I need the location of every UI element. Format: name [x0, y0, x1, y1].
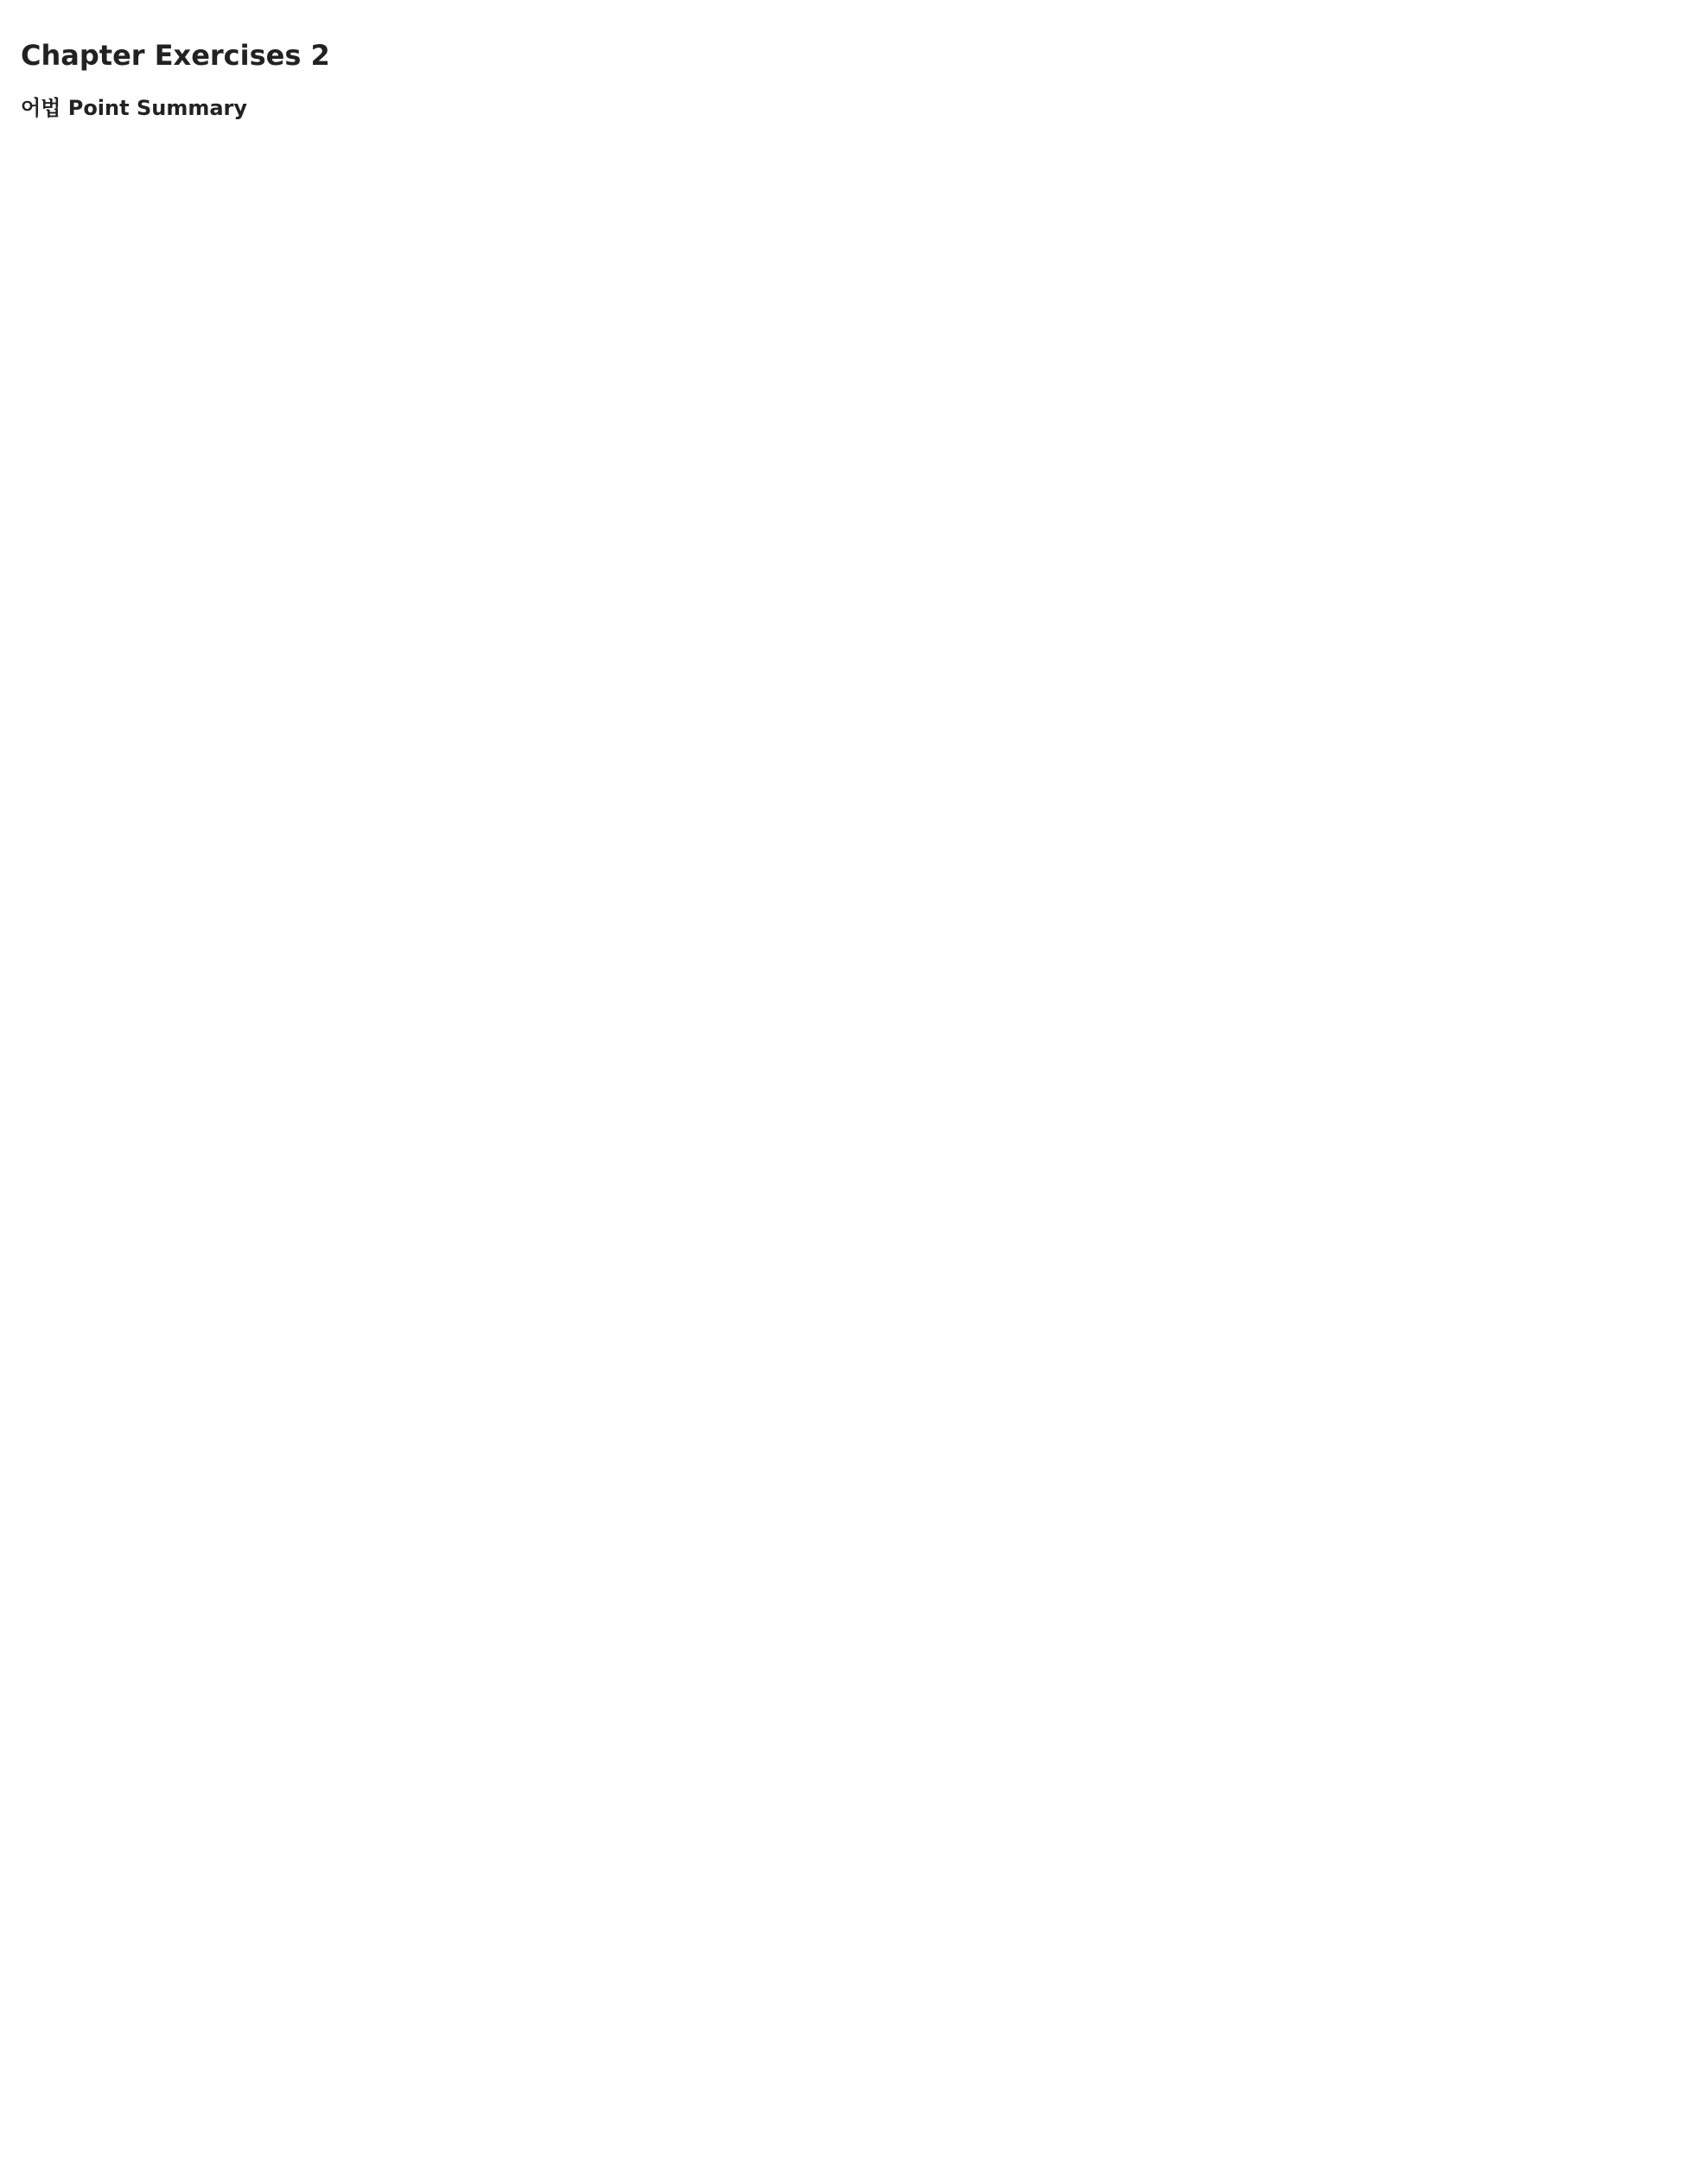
page	[21, 39, 1666, 120]
summary-title: 어법 Point Summary	[21, 95, 248, 120]
title: Chapter Exercises 2	[21, 39, 330, 73]
